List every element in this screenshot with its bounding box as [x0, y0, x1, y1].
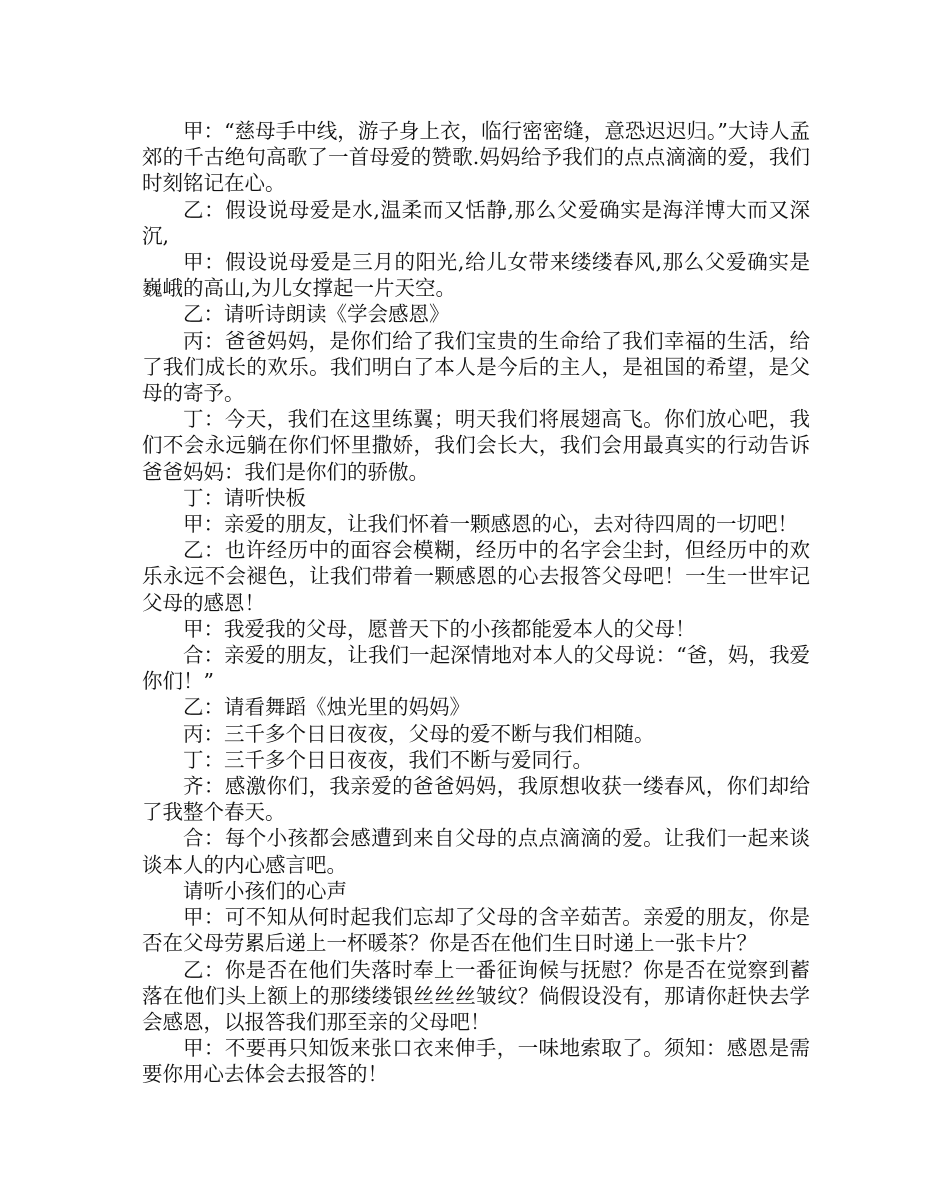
paragraph-9: 乙：也许经历中的面容会模糊，经历中的名字会尘封，但经历中的欢乐永远不会褪色，让我们带着一颗感恩的心去报答父母吧！一生一世牢记父母的感恩！ [142, 538, 810, 615]
paragraph-12: 乙：请看舞蹈《烛光里的妈妈》 [183, 695, 470, 720]
document-body [142, 118, 810, 1088]
paragraph-10: 甲：我爱我的父母，愿普天下的小孩都能爱本人的父母！ [183, 616, 696, 641]
paragraph-14: 丁：三千多个日日夜夜，我们不断与爱同行。 [183, 747, 593, 772]
paragraph-16: 合：每个小孩都会感遭到来自父母的点点滴滴的爱。让我们一起来谈谈本人的内心感言吧。 [142, 826, 810, 877]
paragraph-3: 甲：假设说母爱是三月的阳光,给儿女带来缕缕春风,那么父爱确实是巍峨的高山,为儿女撑起一片天空。 [142, 250, 810, 301]
paragraph-4: 乙：请听诗朗读《学会感恩》 [183, 302, 450, 327]
paragraph-5: 丙：爸爸妈妈，是你们给了我们宝贵的生命给了我们幸福的生活，给了我们成长的欢乐。我们明白了本人是今后的主人，是祖国的希望，是父母的寄予。 [142, 328, 810, 406]
paragraph-17: 请听小孩们的心声 [183, 878, 347, 903]
paragraph-8: 甲：亲爱的朋友，让我们怀着一颗感恩的心，去对待四周的一切吧！ [183, 512, 798, 537]
paragraph-19: 乙：你是否在他们失落时奉上一番征询候与抚慰？你是否在觉察到蓄落在他们头上额上的那缕缕银丝丝丝皱纹？倘假设没有，那请你赶快去学会感恩，以报答我们那至亲的父母吧！ [142, 957, 810, 1034]
paragraph-2: 乙：假设说母爱是水,温柔而又恬静,那么父爱确实是海洋博大而又深沉, [142, 197, 810, 248]
paragraph-13: 丙：三千多个日日夜夜，父母的爱不断与我们相随。 [183, 721, 655, 746]
paragraph-11: 合：亲爱的朋友，让我们一起深情地对本人的父母说：“爸，妈，我爱你们！” [142, 643, 810, 694]
paragraph-7: 丁：请听快板 [183, 485, 306, 510]
paragraph-15: 齐：感激你们，我亲爱的爸爸妈妈，我原想收获一缕春风，你们却给了我整个春天。 [142, 774, 810, 825]
paragraph-6: 丁：今天，我们在这里练翼；明天我们将展翅高飞。你们放心吧，我们不会永远躺在你们怀里撒娇，我们会长大，我们会用最真实的行动告诉爸爸妈妈：我们是你们的骄傲。 [142, 407, 810, 484]
paragraph-1: 甲：“慈母手中线，游子身上衣，临行密密缝，意恐迟迟归。”大诗人孟郊的千古绝句高歌了一首母爱的赞歌.妈妈给予我们的点点滴滴的爱，我们时刻铭记在心。 [142, 119, 810, 196]
paragraph-18: 甲：可不知从何时起我们忘却了父母的含辛茹苦。亲爱的朋友，你是否在父母劳累后递上一杯暖茶？你是否在他们生日时递上一张卡片？ [142, 905, 810, 956]
paragraph-20: 甲：不要再只知饭来张口衣来伸手，一味地索取了。须知：感恩是需要你用心去体会去报答的！ [142, 1036, 810, 1087]
